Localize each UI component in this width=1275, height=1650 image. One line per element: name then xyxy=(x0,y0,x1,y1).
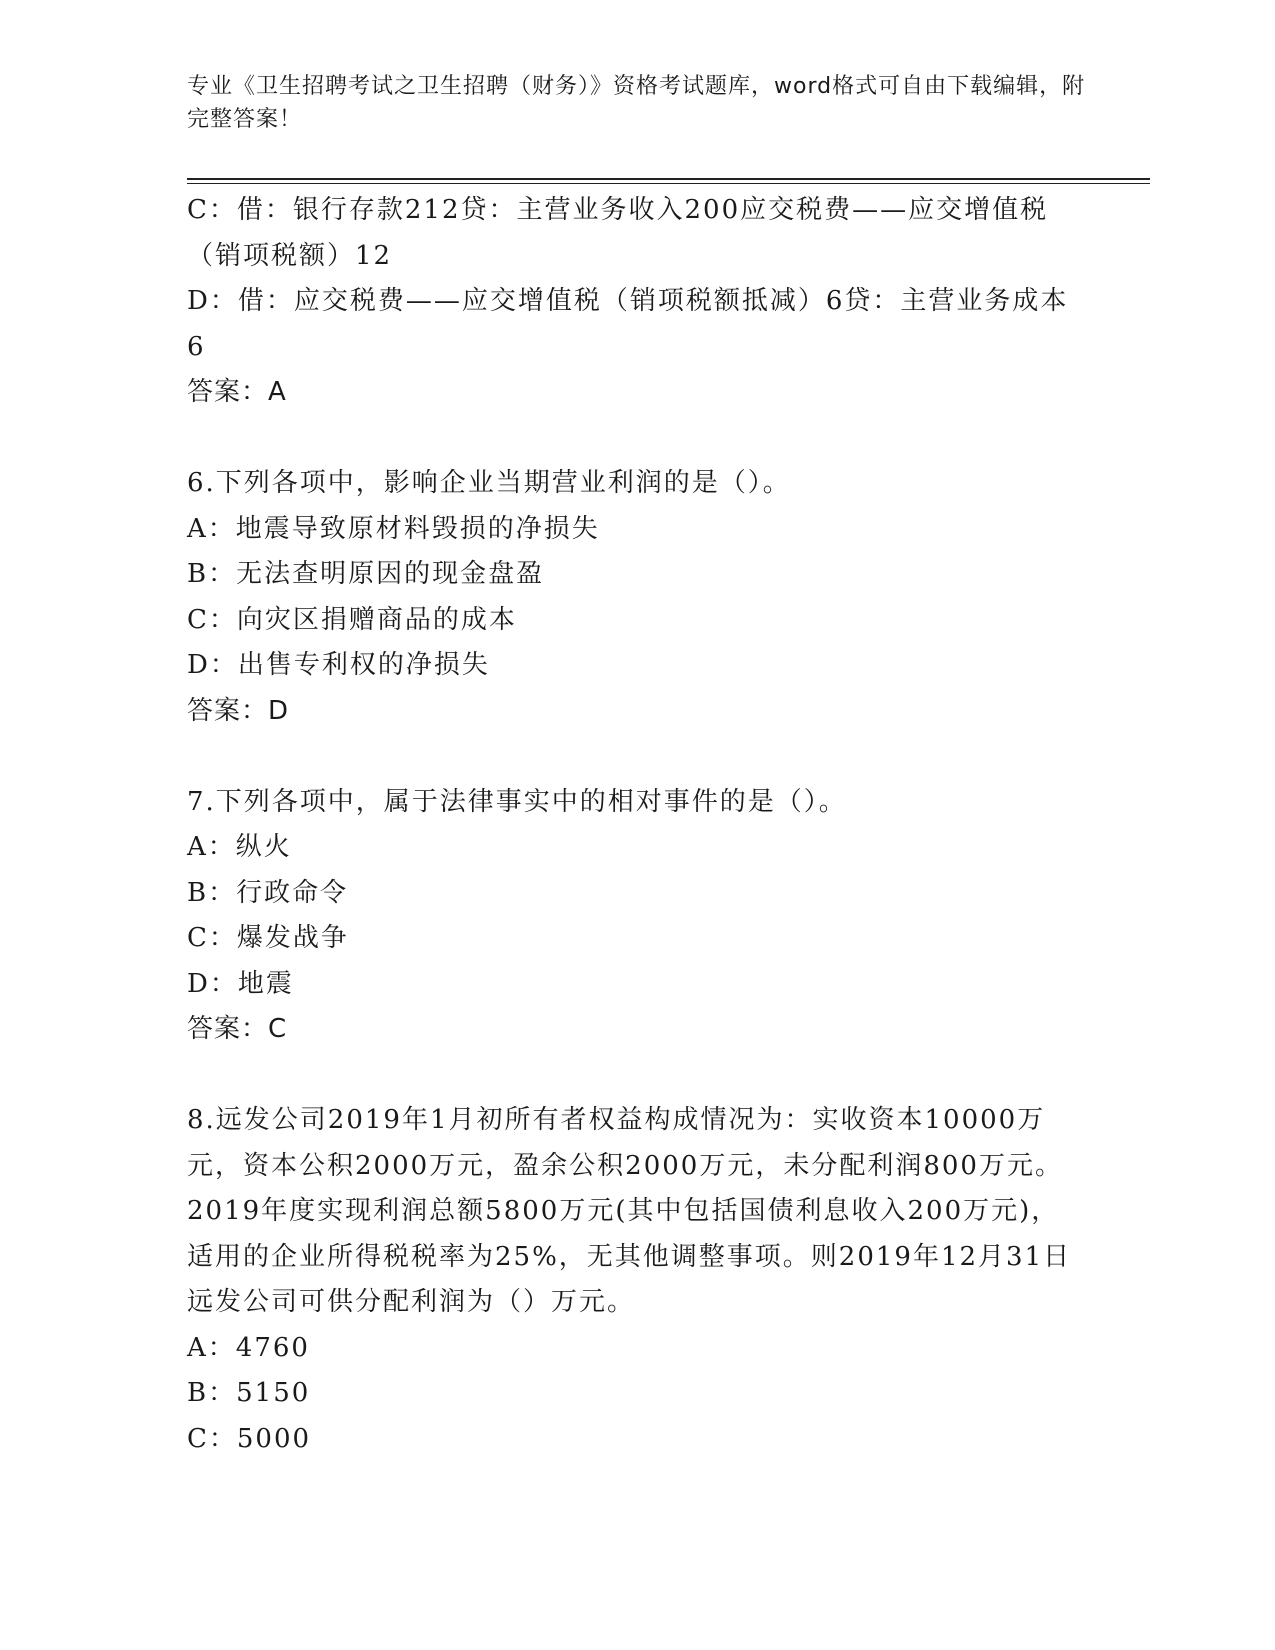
q6-option-b: B：无法查明原因的现金盘盈 xyxy=(187,559,545,589)
q7-option-a: A：纵火 xyxy=(187,832,292,862)
spacer xyxy=(187,734,1077,780)
header-rule-thick xyxy=(187,178,1150,180)
question-content xyxy=(187,188,1077,1462)
q8-option-c: C：5000 xyxy=(187,1423,312,1454)
q7-answer: 答案：C xyxy=(187,1014,288,1044)
q6-answer: 答案：D xyxy=(187,695,290,726)
q6-question: 6.下列各项中，影响企业当期营业利润的是（）。 xyxy=(187,468,791,498)
q7-option-d: D：地震 xyxy=(187,968,294,999)
q7-option-b: B：行政命令 xyxy=(187,877,349,908)
header-text: 专业《卫生招聘考试之卫生招聘（财务）》资格考试题库，word格式可自由下载编辑，附完整答案！ xyxy=(187,74,1086,132)
q8-option-b: B：5150 xyxy=(187,1378,311,1408)
q6-option-a: A：地震导致原材料毁损的净损失 xyxy=(187,513,600,544)
q5-answer: 答案：A xyxy=(187,377,287,407)
q8-option-a: A：4760 xyxy=(187,1332,310,1363)
q8-question: 8.远发公司2019年1月初所有者权益构成情况为：实收资本10000万元，资本公积2000万元，盈余公积2000万元，未分配利润800万元。2019年度实现利润总额5800万元(其中包括国债利息收入200万元)，适用的企业所得税税率为25%，无其他调整事项。则2019年12月31日远发公司可供分配利润为（）万元。 xyxy=(187,1105,1072,1317)
spacer xyxy=(187,1053,1077,1099)
q5-option-d: D：借：应交税费——应交增值税（销项税额抵减）6贷：主营业务成本6 xyxy=(187,286,1069,362)
spacer xyxy=(187,416,1077,462)
q7-question: 7.下列各项中，属于法律事实中的相对事件的是（）。 xyxy=(187,786,847,817)
q6-option-c: C：向灾区捐赠商品的成本 xyxy=(187,604,517,635)
q5-option-c: C：借：银行存款212贷：主营业务收入200应交税费——应交增值税（销项税额）12 xyxy=(187,195,1049,271)
q7-option-c: C：爆发战争 xyxy=(187,923,349,953)
header-rule-thin xyxy=(187,183,1150,184)
q6-option-d: D：出售专利权的净损失 xyxy=(187,650,490,680)
document-header xyxy=(187,70,1087,136)
